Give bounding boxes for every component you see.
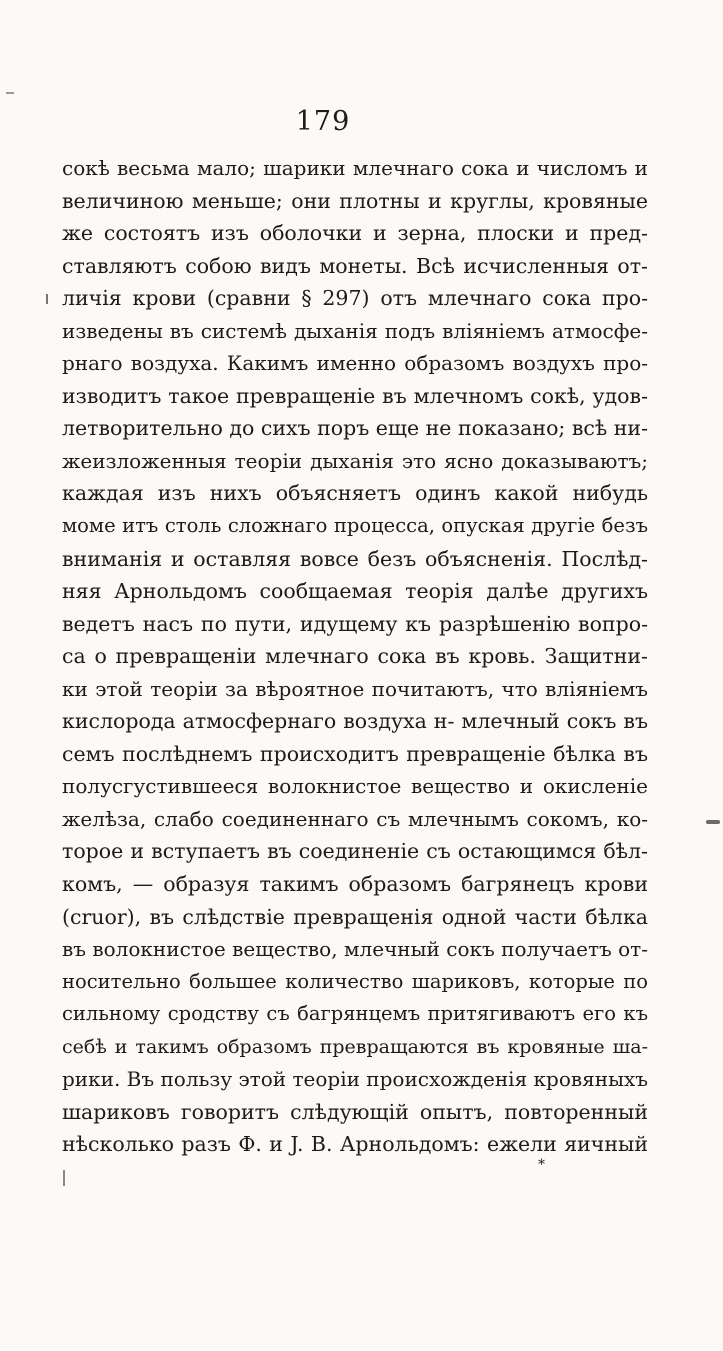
text-line: моме итъ столь сложнаго процесса, опуская другіе безъ xyxy=(62,514,648,538)
text-line: каждая изъ нихъ объясняетъ одинъ какой нибудь xyxy=(62,481,648,506)
text-line: себѣ и такимъ образомъ превращаются въ кровяные ша- xyxy=(62,1035,648,1058)
page-number: 179 xyxy=(295,106,351,137)
margin-mark xyxy=(6,92,14,94)
bottom-mark: * xyxy=(538,1157,545,1173)
text-line: величиною меньше; они плотны и круглы, кровяные xyxy=(62,188,648,213)
text-line: изведены въ системѣ дыханія подъ вліяніемъ атмосфе- xyxy=(62,318,648,343)
text-line: ведетъ насъ по пути, идущему къ разрѣшенію вопро- xyxy=(62,611,648,636)
text-line: жеизложенныя теоріи дыханія это ясно доказываютъ; xyxy=(62,448,648,473)
text-line: рнаго воздуха. Какимъ именно образомъ воздухъ про- xyxy=(62,351,648,376)
text-line: въ волокнистое вещество, млечный сокъ получаетъ от- xyxy=(62,937,648,962)
margin-mark xyxy=(706,820,720,824)
text-line: няя Арнольдомъ сообщаемая теорія далѣе другихъ xyxy=(62,579,648,604)
text-line: желѣза, слабо соединеннаго съ млечнымъ сокомъ, ко- xyxy=(62,806,648,831)
text-line: ставляютъ собою видъ монеты. Всѣ исчисленныя от- xyxy=(62,253,648,278)
text-line: сильному сродству съ багрянцемъ притягиваютъ его къ xyxy=(62,1002,648,1026)
text-line: семъ послѣднемъ происходитъ превращеніе бѣлка въ xyxy=(62,741,648,766)
margin-mark xyxy=(46,294,48,304)
text-line: кислорода атмосфернаго воздуха н‑ млечный сокъ въ xyxy=(62,709,648,734)
text-line: личія крови (сравни § 297) отъ млечнаго сока про- xyxy=(62,286,648,311)
text-line: изводитъ такое превращеніе въ млечномъ сокѣ, удов- xyxy=(62,383,648,408)
text-line: са о превращеніи млечнаго сока въ кровь. Защитни- xyxy=(62,644,648,669)
text-line: полусгустившееся волокнистое вещество и окисленіе xyxy=(62,774,648,799)
text-line: рики. Въ пользу этой теоріи происхожденія кровяныхъ xyxy=(62,1067,648,1092)
text-line: сокѣ весьма мало; шарики млечнаго сока и числомъ и xyxy=(62,156,648,180)
text-line: нѣсколько разъ Ф. и J. В. Арнольдомъ: ежели яичный xyxy=(62,1132,648,1157)
text-line: летворительно до сихъ поръ еще не показано; всѣ ни- xyxy=(62,416,648,441)
text-line: же состоятъ изъ оболочки и зерна, плоски и пред- xyxy=(62,221,648,246)
body-text xyxy=(62,152,648,1161)
margin-mark xyxy=(63,1170,65,1186)
text-line: комъ, — образуя такимъ образомъ багрянецъ крови xyxy=(62,872,648,897)
text-line: вниманія и оставляя вовсе безъ объясненія. Послѣд- xyxy=(62,546,648,571)
text-line: ки этой теоріи за вѣроятное почитаютъ, что вліяніемъ xyxy=(62,676,648,701)
text-line: торое и вступаетъ въ соединеніе съ остающимся бѣл- xyxy=(62,839,648,864)
text-line: (cruor), въ слѣдствіе превращенія одной части бѣлка xyxy=(62,904,648,929)
text-line: носительно большее количество шариковъ, которые по xyxy=(62,969,648,993)
text-line: шариковъ говоритъ слѣдующій опытъ, повторенный xyxy=(62,1099,648,1124)
